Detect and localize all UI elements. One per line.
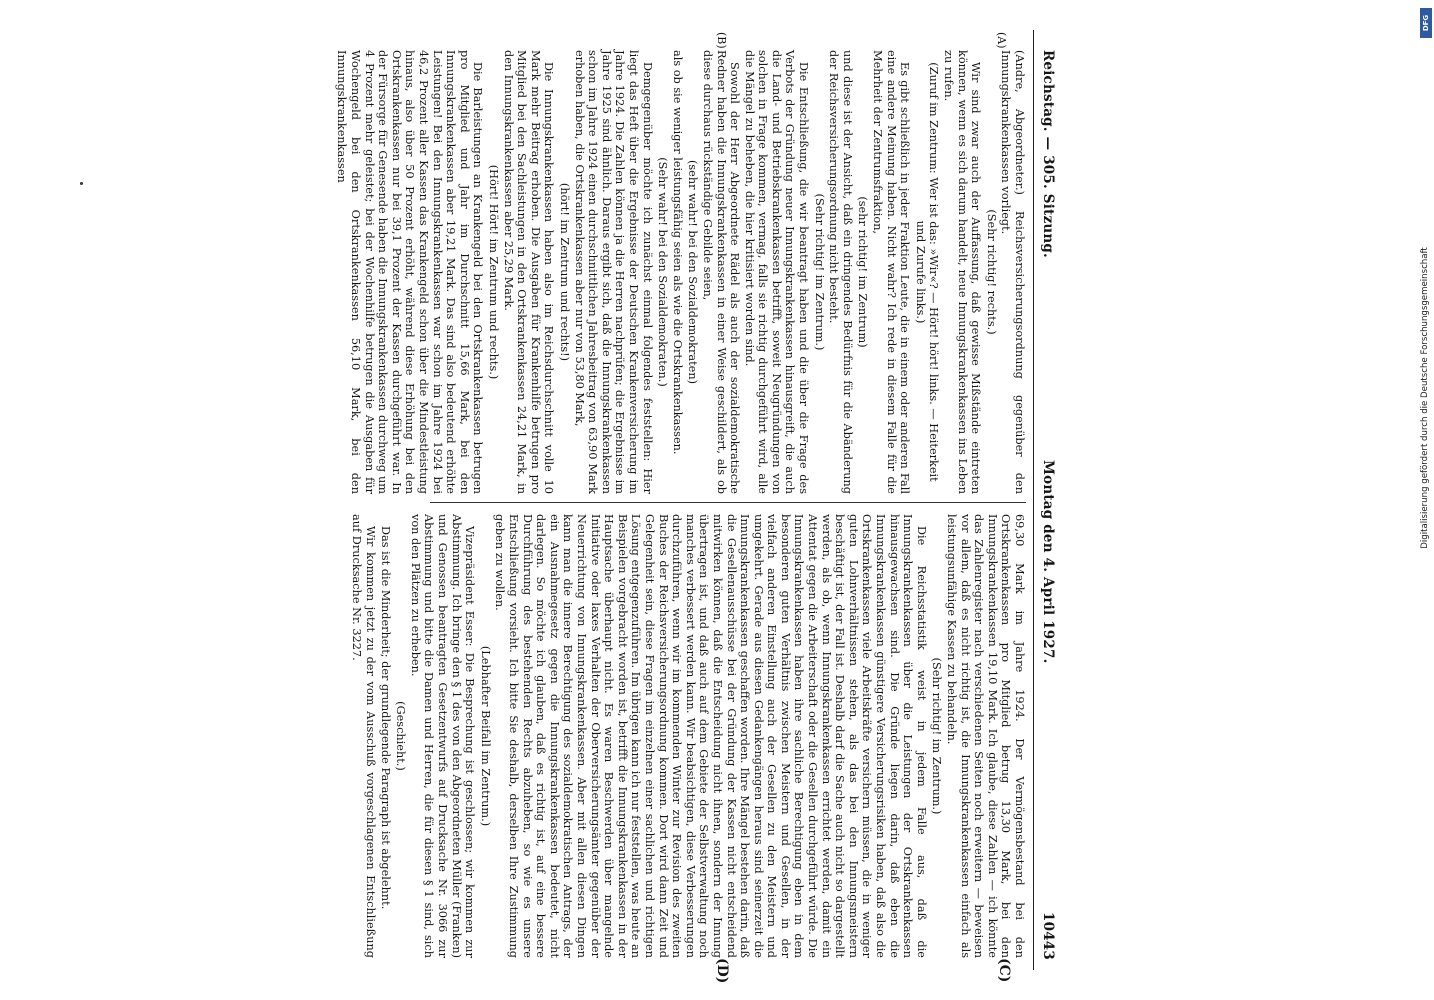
paragraph: Die Barleistungen an Krankengeld bei den Ortskrankenkassen betrugen pro Mitglied und Jahr im Durchschnitt 15,66 Mark, bei den Innungskrankenkassen aber 19,21 Mark. Das sind also bedeutend erhöhte Leistungen! Bei den Innungskrankenkassen war schon im Jahre 1924 bei 46,2 Prozent aller Kassen das Krankengeld schon über die Mindestleistung hinaus, also über 50 Prozent erhöht, während diese Erhöhung bei den Ortskrankenkassen nur bei 39,1 Prozent der Kassen durchgeführt war. In der Fürsorge für Genesende haben die Innungskrankenkassen durchweg um 4 Prozent mehr geleistet; bei der Wochenhilfe betrugen die Ausgaben für Wochengeld bei den Ortskrankenkassen 56,10 Mark, bei den Innungskrankenkassen — [335, 50, 485, 494]
interjection: (Sehr richtig! im Zentrum.) — [812, 193, 826, 351]
interjection: (Lebhafter Beifall im Zentrum.) — [478, 645, 492, 827]
dfg-logo-text: DFG — [1422, 14, 1430, 32]
interjection: (Sehr wahr! bei den Sozialdemokraten.) — [656, 157, 670, 387]
column-divider — [430, 502, 1026, 503]
paragraph: als ob sie weniger leistungsfähig seien als wie die Ortskrankenkassen. — [670, 50, 684, 455]
interjection: (sehr wahr! bei den Sozialdemokraten) — [686, 159, 700, 385]
interjection: (hört! im Zentrum und rechts!) — [558, 182, 571, 362]
header-left: Reichstag. — 305. Sitzung. — [1040, 50, 1056, 258]
paragraph: Vizepräsident Esser: Die Besprechung ist geschlossen; wir kommen zur Abstimmung. Ich bringe den § 1 des von den Abgeordneten Müller (Franken) und Genossen beantragten Gesetzentwurfs auf Drucksache Nr. 3066 zur Abstimmung und bitte die Damen und Herren, die für diesen § 1 sind, sich von den Plätzen zu erheben. — [408, 514, 477, 958]
interjection: (Sehr richtig! rechts.) — [984, 209, 998, 335]
interjection: (Hört! Hört! im Zentrum und rechts.) — [487, 164, 501, 380]
left-column — [335, 50, 1026, 494]
paragraph: Wir kommen jetzt zu der vom Ausschuß vorgeschlagenen Entschließung auf Drucksache Nr. 3227. — [350, 514, 378, 958]
paragraph: Wir sind zwar auch der Auffassung, daß gewisse Mißstände eintreten können, wenn es sich darum handelt, neue Innungskrankenkassen ins Leben zu rufen. — [942, 50, 983, 494]
margin-mark-d: (D) — [714, 958, 730, 984]
interjection: (Zuruf im Zentrum: Wer ist das: »Wir«? — Hört! hört! links. — Heiterkeit und Zurufe links.) — [913, 62, 941, 482]
margin-mark-c: (C) — [996, 958, 1012, 983]
paragraph: und diese ist der Ansicht, daß ein dringendes Bedürfnis für die Abänderung der Reichsversicherungsordnung nicht besteht. — [827, 50, 854, 494]
paragraph: Die Reichsstatistik weist in jedem Falle aus, daß die Innungskrankenkassen über die Leistungen der Ortskrankenkassen hinausgewachsen sind. Die Gründe liegen darin, daß eben die Innungskrankenkassen günstigere Versicherungsrisiken haben, daß also die Ortskrankenkassen viele Arbeitskräfte versichern müssen, die in weniger guten Lohnverhältnissen stehen, als das bei den Innungsmeistern beschäftigt ist, der Fall ist. Deshalb darf die Sache auch nicht so dargestellt werden, als ob, wenn Innungskrankenkassen errichtet werden, damit ein Attentat gegen die Arbeiterschaft oder die Gesellen durchgeführt würde. Die Innungskrankenkassen haben ihre sachliche Berechtigung eben in dem besonderen guten Verhältnis zwischen Meistern und Gesellen, in der vielfach anderen Einstellung auch der Gesellen zu den Meistern und umgekehrt. Gerade aus diesen Gedankengängen heraus sind seinerzeit die Innungskrankenkassen geschaffen worden. Ihre Mängel bestehen darin, daß die Gesellenausschüsse bei der Gründung der Kassen nicht entscheidend mitwirken können, daß die Entscheidung nicht ihnen, sondern der Innung übertragen ist, und daß auch auf dem Gebiete der Selbstverwaltung noch manches verbessert werden kann. Wir beabsichtigen, diese Verbesserungen durchzuführen, wenn wir im kommenden Winter zur Revision des zweiten Buches der Reichsversicherungsordnung kommen. Dort wird dann Zeit und Gelegenheit sein, diese Fragen im einzelnen einer sachlichen und richtigen Lösung entgegenzuführen. Im übrigen kann ich nur feststellen, was heute an Beispielen vorgebracht worden ist, betrifft die Innungskrankenkassen in der Hauptsache überhaupt nicht. Es waren Beschwerden über mangelnde Initiative oder laxes Verhalten der Oberversicherungsämter gegenüber der Neuerrichtung von Innungskrankenkassen. Aber mit allen diesen Dingen kann man die innere Berechtigung des sozialdemokratischen Antrags, der ein Ausnahmegesetz gegen die Innungskrankenkassen bedeutet, nicht darlegen. So möchte ich glauben, daß es richtig ist, auf eine bessere Durchführung des bestehenden Rechts abzuheben, so wie es unsere Entschließung vorsieht. Ich bitte Sie deshalb, derselben Ihre Zustimmung geben zu wollen. — [493, 514, 928, 958]
paragraph: Es gibt schließlich in jeder Fraktion Leute, die in einem oder anderen Fall eine andere Meinung haben. Nicht wahr? Ich rede in diesem Falle für die Mehrheit der Zentrumsfraktion, — [871, 50, 912, 494]
margin-mark-b: (B) — [715, 32, 728, 49]
paragraph: Demgegenüber möchte ich zunächst einmal folgendes feststellen: Hier liegt das Heft über die Ergebnisse der Deutschen Krankenversicherung im Jahre 1924. Die Zahlen können ja die Herren nachprüfen; die Ergebnisse im Jahre 1925 sind ähnlich. Daraus ergibt sich, daß die Innungskrankenkassen schon im Jahre 1924 einen durchschnittlichen Jahresbeitrag von 63,90 Mark erhoben haben, die Ortskrankenkassen aber nur von 53,80 Mark, — [572, 50, 654, 494]
page-number: 10443 — [1040, 912, 1056, 960]
interjection: (sehr richtig! im Zentrum) — [856, 196, 870, 348]
document-page — [335, 30, 1056, 984]
paragraph: Die Innungskrankenkassen haben also im Reichsdurchschnitt volle 10 Mark mehr Beitrag erhoben. Die Ausgaben für Krankenhilfe betrugen pro Mitglied bei den Sachleistungen in den Ortskrankenkassen 24,21 Mark, in den Innungskrankenkassen aber 25,29 Mark. — [501, 50, 556, 494]
paragraph: Das ist die Minderheit; der grundlegende Paragraph ist abgelehnt. — [378, 526, 392, 910]
credit-text: Digitalisierung gefördert durch die Deutsche Forschungsgemeinschaft — [1420, 247, 1430, 549]
rotated-page — [335, 30, 1056, 984]
right-column — [350, 514, 1026, 958]
credit-sidebar — [1418, 8, 1432, 998]
paragraph: (Andre, Abgeordneter.) Reichsversicherungsordnung gegenüber den Innungskrankenkassen vorliegt. — [999, 50, 1026, 494]
paragraph: Sowohl der Herr Abgeordnete Rädel als auch der sozialdemokratische Redner haben die Innungskrankenkassen in einer Weise geschildert, als ob diese durchaus rückständige Gebilde seien, — [700, 50, 742, 494]
paragraph: Die Entschließung, die wir beantragt haben und die über die Frage des Verbots der Gründung neuer Innungskrankenkassen hinausgreift, die auch die Land- und Betriebskrankenkassen betrifft, soweit Neugründungen von solchen in Frage kommen, vermag, falls sie richtig durchgeführt wird, alle die Mängel zu beheben, die hier kritisiert worden sind. — [742, 50, 811, 494]
margin-mark-a: (A) — [995, 32, 1008, 49]
page-header — [1036, 30, 1056, 970]
header-date: Montag den 4. April 1927. — [1040, 460, 1056, 664]
interjection: (Sehr richtig! im Zentrum.) — [930, 657, 944, 815]
scan-speck — [80, 182, 83, 185]
paragraph: 69,30 Mark im Jahre 1924. Der Vermögensbestand bei den Ortskrankenkassen pro Mitglied betrug 13,30 Mark, bei den Innungskrankenkassen 19,10 Mark. Ich glaube, diese Zahlen — ich könnte das Zahlenregister nach verschiedenen Seiten noch erweitern — beweisen vor allem, daß es nicht richtig ist, die Innungskrankenkassen einfach als leistungsunfähige Kassen zu behandeln. — [945, 514, 1026, 958]
header-rule — [1033, 30, 1034, 970]
interjection: (Geschieht.) — [394, 701, 408, 771]
